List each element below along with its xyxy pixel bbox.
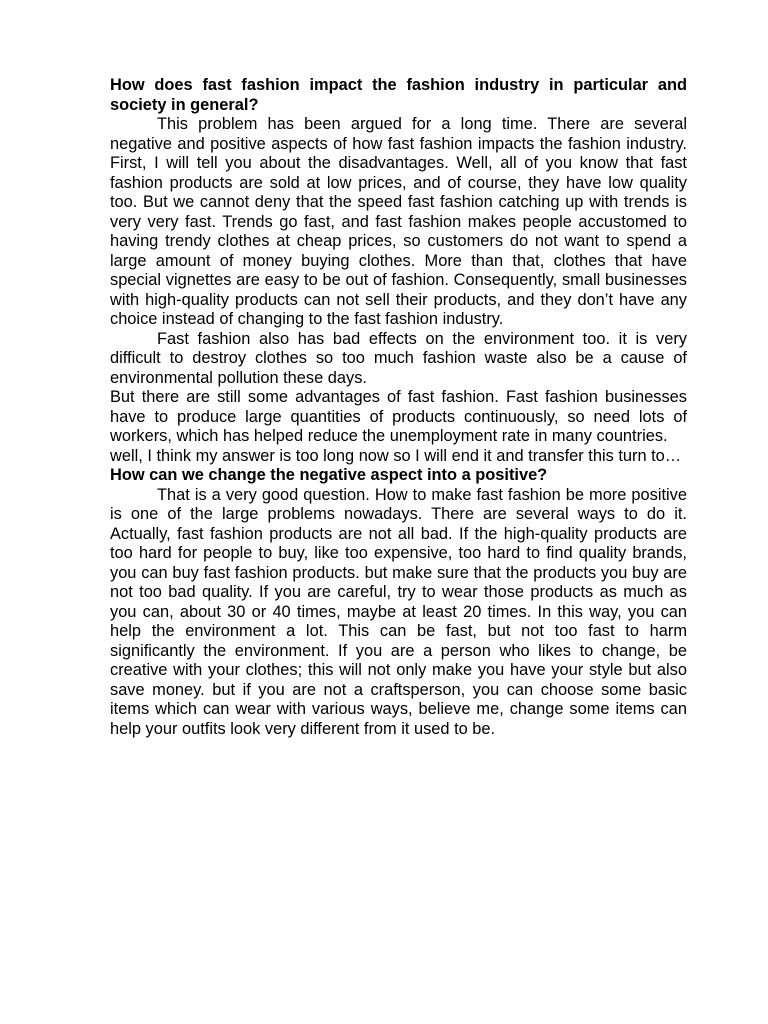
paragraph-environment: Fast fashion also has bad effects on the environment too. it is very difficult to destroy clothes so too much fashion waste also be a cause of environmental pollution these days.: [110, 329, 687, 387]
paragraph-disadvantages: This problem has been argued for a long time. There are several negative and positive aspects of how fast fashion impacts the fashion industry. First, I will tell you about the disadvantages. Well, all of you know that fast fashion products are sold at low prices, and of course, they have low quality too. But we cannot deny that the speed fast fashion catching up with trends is very very fast. Trends go fast, and fast fashion makes people accustomed to having trendy clothes at cheap prices, so customers do not want to spend a large amount of money buying clothes. More than that, clothes that have special vignettes are easy to be out of fashion. Consequently, small businesses with high-quality products can not sell their products, and they don’t have any choice instead of changing to the fast fashion industry.: [110, 115, 687, 328]
paragraph-positive-ways: That is a very good question. How to make fast fashion be more positive is one of the large problems nowadays. There are several ways to do it. Actually, fast fashion products are not all bad. If the high-quality products are too hard for people to buy, like too expensive, too hard to find quality brands, you can buy fast fashion products. but make sure that the products you buy are not too bad quality. If you are careful, try to wear those products as much as you can, about 30 or 40 times, maybe at least 20 times. In this way, you can help the environment a lot. This can be fast, but not too fast to harm significantly the environment. If you are a person who likes to change, be creative with your clothes; this will not only make you have your style but also save money. but if you are not a craftsperson, you can choose some basic items which can wear with various ways, believe me, change some items can help your outfits look very different from it used to be.: [110, 485, 687, 738]
heading-fast-fashion-impact: How does fast fashion impact the fashion industry in particular and society in general?: [110, 76, 687, 114]
heading-change-negative: How can we change the negative aspect into a positive?: [110, 466, 548, 484]
paragraph-advantages: But there are still some advantages of fast fashion. Fast fashion businesses have to produce large quantities of products continuously, so need lots of workers, which has helped reduce the unemployment rate in many countries.: [110, 388, 687, 445]
paragraph-transfer: well, I think my answer is too long now so I will end it and transfer this turn to…: [110, 446, 682, 465]
document-page: [110, 76, 687, 739]
